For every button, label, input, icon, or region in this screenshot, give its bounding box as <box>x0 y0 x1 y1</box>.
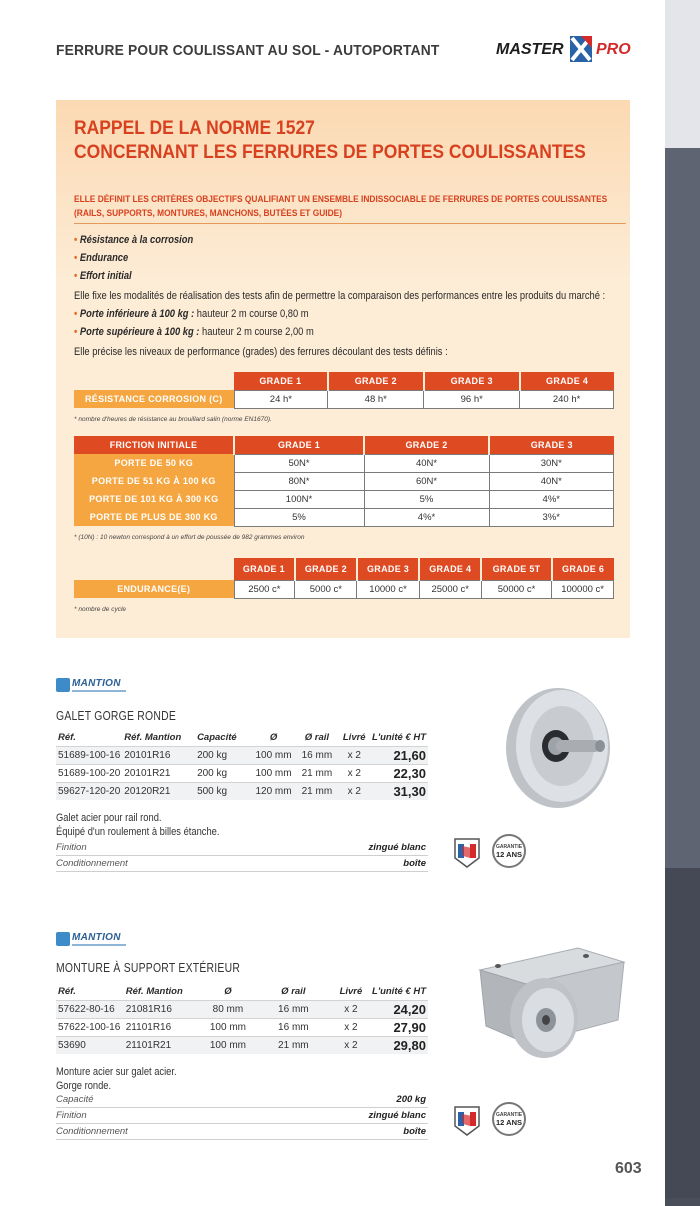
corrosion-note: * nombre d'heures de résistance au brouillard salin (norme EN1670). <box>74 416 272 423</box>
table-row: 57622-80-16 21081R16 80 mm 16 mm x 2 24,20 <box>58 1001 426 1017</box>
logo-master-text: MASTER <box>496 41 564 58</box>
norm-title-line2: CONCERNANT LES FERRURES DE PORTES COULISSANTES <box>74 142 586 163</box>
friction-value: 100N* <box>234 490 364 508</box>
guarantee-badge: GARANTIE 12 ANS <box>490 1102 530 1136</box>
criterion-item: • Résistance à la corrosion <box>74 234 194 246</box>
column-header: Réf. <box>58 986 76 998</box>
product-description: Gorge ronde. <box>56 1080 112 1092</box>
page-title: FERRURE POUR COULISSANT AU SOL - AUTOPORTANT <box>56 42 440 59</box>
column-header: L'unité € HT <box>372 986 426 998</box>
spec-row: Capacité 200 kg <box>56 1092 428 1108</box>
corrosion-value: 48 h* <box>328 390 424 408</box>
column-header: Ø rail <box>304 732 330 744</box>
column-header: Capacité <box>197 732 237 744</box>
table-row: 51689-100-20 20101R21 200 kg 100 mm 21 mm x 2 22,30 <box>58 765 426 781</box>
friction-value: 4%* <box>489 490 614 508</box>
column-header: Ø rail <box>281 986 306 998</box>
corrosion-label: RÉSISTANCE CORROSION (C) <box>74 390 234 408</box>
column-header: Réf. <box>58 732 76 744</box>
page-number: 603 <box>615 1160 642 1177</box>
corrosion-header: GRADE 4 <box>520 372 614 390</box>
endurance-label: ENDURANCE(E) <box>74 580 234 598</box>
corrosion-header: GRADE 2 <box>328 372 424 390</box>
spec-row: Finition zingué blanc <box>56 840 428 856</box>
french-made-icon <box>452 836 482 870</box>
table-row: 53690 21101R21 100 mm 21 mm x 2 29,80 <box>58 1037 426 1053</box>
endurance-value: 2500 c* <box>234 580 295 598</box>
table-row: 59627-120-20 20120R21 500 kg 120 mm 21 mm x 2 31,30 <box>58 783 426 799</box>
friction-header: GRADE 2 <box>364 436 489 454</box>
french-made-icon <box>452 1104 482 1138</box>
product-title: GALET GORGE RONDE <box>56 708 177 723</box>
product-description: Monture acier sur galet acier. <box>56 1066 177 1078</box>
friction-value: 60N* <box>364 472 489 490</box>
page-header <box>56 38 646 68</box>
grades-intro: Elle précise les niveaux de performance (grades) des ferrures découlant des tests définis : <box>74 346 448 358</box>
corrosion-table <box>74 372 614 409</box>
friction-value: 50N* <box>234 454 364 472</box>
corrosion-header: GRADE 1 <box>234 372 328 390</box>
friction-value: 4%* <box>364 508 489 526</box>
friction-value: 5% <box>364 490 489 508</box>
side-strip <box>665 0 700 1206</box>
endurance-header: GRADE 5T <box>481 558 551 580</box>
column-header: Ø <box>224 986 232 998</box>
norm-divider <box>74 223 626 224</box>
column-header: Réf. Mantion <box>125 986 183 998</box>
column-header: Livré <box>339 986 363 998</box>
column-header: Livré <box>342 732 366 744</box>
norm-title-line1: RAPPEL DE LA NORME 1527 <box>74 118 315 139</box>
masterpro-logo <box>496 38 636 66</box>
logo-pro-text: PRO <box>596 41 631 58</box>
endurance-value: 10000 c* <box>357 580 419 598</box>
criterion-item: • Endurance <box>74 252 129 264</box>
endurance-header: GRADE 3 <box>357 558 419 580</box>
mantion-brand-logo: MANTION <box>56 676 128 696</box>
bracket-roller-image <box>468 940 638 1070</box>
roller-wheel-image <box>492 680 632 810</box>
mantion-brand-logo: MANTION <box>56 930 128 950</box>
friction-note: * (10N) : 10 newton correspond à un effort de poussée de 982 grammes environ <box>74 534 305 541</box>
friction-row-label: PORTE DE 101 KG À 300 KG <box>74 490 234 508</box>
table-row: 51689-100-16 20101R16 200 kg 100 mm 16 mm x 2 21,60 <box>58 747 426 763</box>
endurance-header: GRADE 2 <box>295 558 357 580</box>
friction-title: FRICTION INITIALE <box>74 436 234 454</box>
product-description: Équipé d'un roulement à billes étanche. <box>56 826 220 838</box>
mantion-mark-icon <box>56 932 70 946</box>
endurance-value: 100000 c* <box>552 580 614 598</box>
corrosion-value: 24 h* <box>234 390 328 408</box>
endurance-value: 5000 c* <box>295 580 357 598</box>
friction-value: 5% <box>234 508 364 526</box>
guarantee-badge: GARANTIE 12 ANS <box>490 834 530 868</box>
friction-value: 80N* <box>234 472 364 490</box>
product-table <box>56 730 428 800</box>
endurance-header: GRADE 1 <box>234 558 295 580</box>
friction-value: 40N* <box>489 472 614 490</box>
friction-table <box>74 436 614 527</box>
logo-x-icon <box>568 34 594 64</box>
friction-value: 40N* <box>364 454 489 472</box>
criterion-item: • Effort initial <box>74 270 132 282</box>
spec-row: Conditionnement boîte <box>56 1124 428 1140</box>
friction-header: GRADE 1 <box>234 436 364 454</box>
endurance-table <box>74 558 614 599</box>
mantion-mark-icon <box>56 678 70 692</box>
norm-intro-line1: ELLE DÉFINIT LES CRITÈRES OBJECTIFS QUALIFIANT UN ENSEMBLE INDISSOCIABLE DE FERRURES DE PORTES COULISSANTES <box>74 194 608 205</box>
column-header: Ø <box>269 732 278 744</box>
spec-row: Finition zingué blanc <box>56 1108 428 1124</box>
endurance-value: 25000 c* <box>419 580 481 598</box>
friction-row-label: PORTE DE 50 KG <box>74 454 234 472</box>
corrosion-value: 96 h* <box>424 390 520 408</box>
friction-value: 30N* <box>489 454 614 472</box>
corrosion-value: 240 h* <box>520 390 614 408</box>
column-header: Réf. Mantion <box>124 732 182 744</box>
friction-header: GRADE 3 <box>489 436 614 454</box>
door-lower-spec: • Porte inférieure à 100 kg : hauteur 2 m course 0,80 m <box>74 308 309 320</box>
tests-intro: Elle fixe les modalités de réalisation des tests afin de permettre la comparaison des performances entre les produits du marché : <box>74 290 606 302</box>
corrosion-header: GRADE 3 <box>424 372 520 390</box>
friction-row-label: PORTE DE 51 KG À 100 KG <box>74 472 234 490</box>
product-table <box>56 984 428 1054</box>
column-header: L'unité € HT <box>372 732 426 744</box>
spec-row: Conditionnement boîte <box>56 856 428 872</box>
norm-reminder-box <box>56 100 630 638</box>
product-title: MONTURE À SUPPORT EXTÉRIEUR <box>56 960 241 975</box>
door-upper-spec: • Porte supérieure à 100 kg : hauteur 2 m course 2,00 m <box>74 326 314 338</box>
endurance-header: GRADE 6 <box>552 558 614 580</box>
endurance-note: * nombre de cycle <box>74 606 127 613</box>
table-row: 57622-100-16 21101R16 100 mm 16 mm x 2 27,90 <box>58 1019 426 1035</box>
endurance-header: GRADE 4 <box>419 558 481 580</box>
endurance-value: 50000 c* <box>481 580 551 598</box>
friction-value: 3%* <box>489 508 614 526</box>
product-description: Galet acier pour rail rond. <box>56 812 162 824</box>
friction-row-label: PORTE DE PLUS DE 300 KG <box>74 508 234 526</box>
norm-intro-line2: (RAILS, SUPPORTS, MONTURES, MANCHONS, BUTÉES ET GUIDE) <box>74 208 343 219</box>
section-tab[interactable] <box>665 868 700 1198</box>
